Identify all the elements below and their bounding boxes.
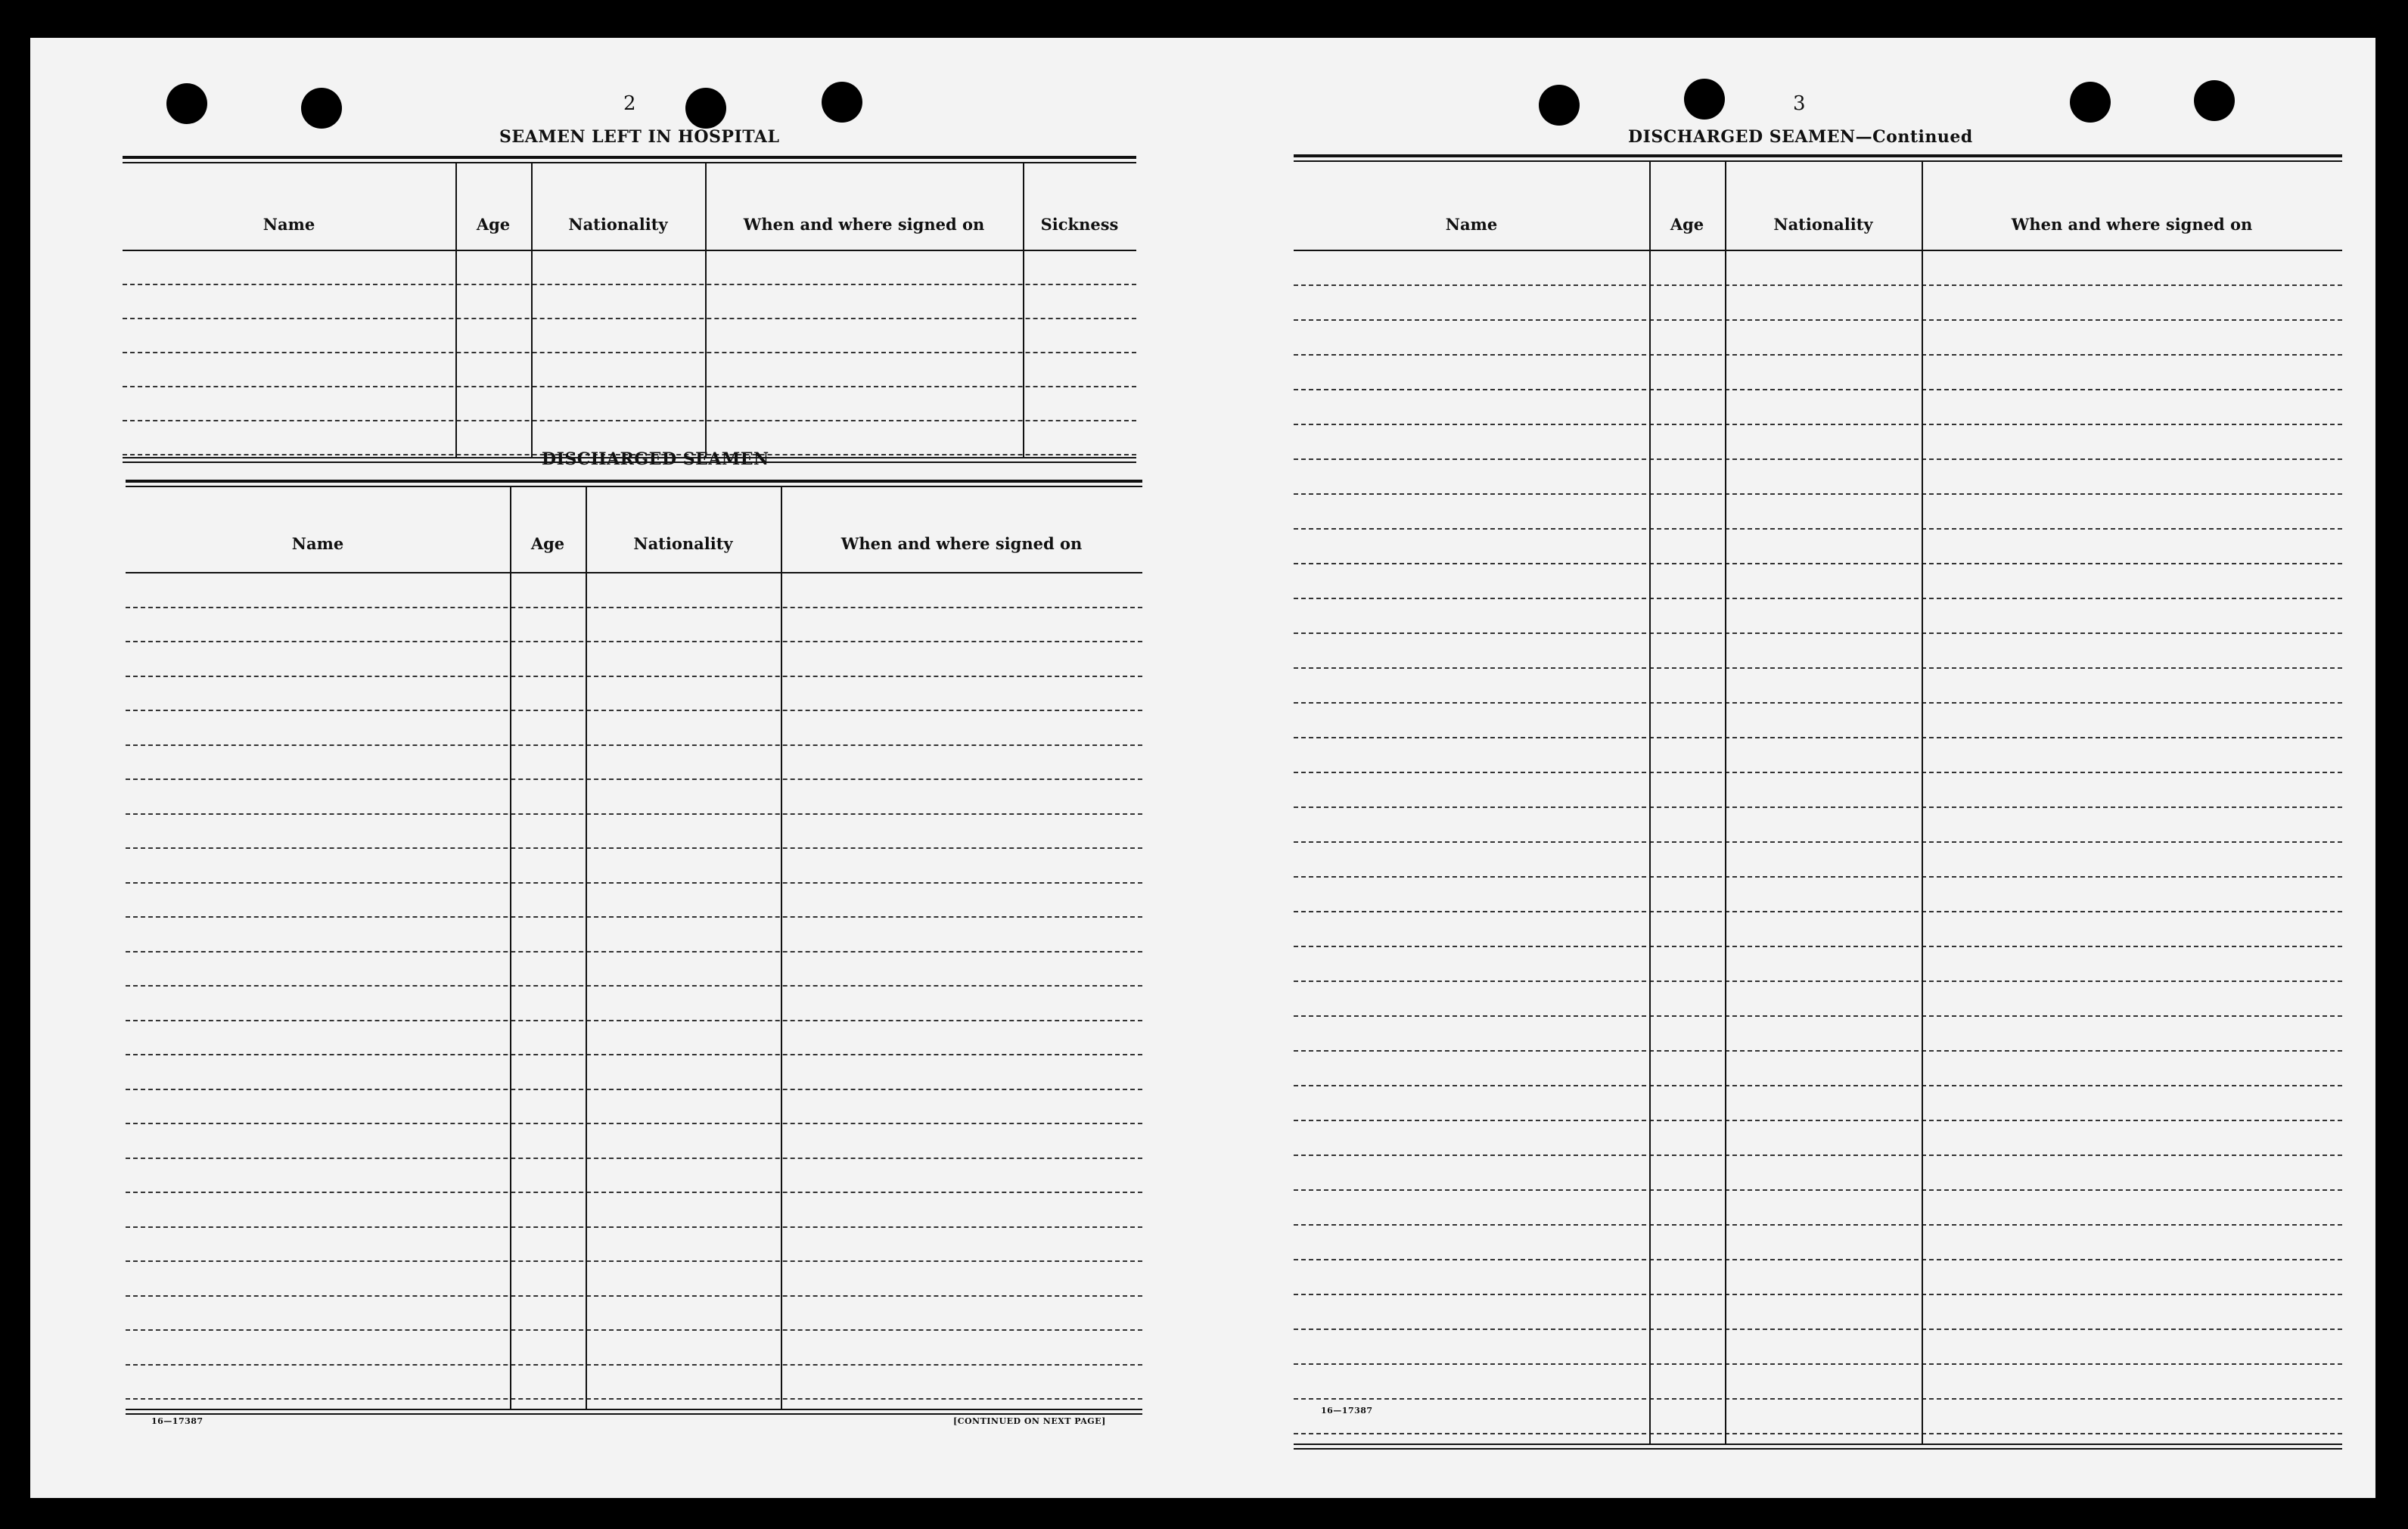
left-form-number: 16—17387	[151, 1416, 204, 1426]
blank-entry-line	[1294, 1294, 2342, 1295]
blank-entry-line	[1294, 1224, 2342, 1226]
table-top-rule	[123, 156, 1136, 159]
discharged-table-left	[126, 480, 1142, 1440]
column-header: When and where signed on	[2011, 215, 2253, 234]
blank-entry-line	[1294, 667, 2342, 669]
column-divider	[455, 163, 457, 457]
column-header: Age	[476, 215, 511, 234]
blank-entry-line	[126, 1158, 1142, 1159]
blank-entry-line	[1294, 841, 2342, 843]
table-bottom-rule	[1294, 1444, 2342, 1445]
blank-entry-line	[1294, 284, 2342, 286]
column-divider	[781, 487, 782, 1409]
blank-entry-line	[1294, 1085, 2342, 1086]
blank-entry-line	[126, 1123, 1142, 1124]
header-rule	[1294, 250, 2342, 251]
blank-entry-line	[126, 607, 1142, 608]
blank-entry-line	[126, 847, 1142, 849]
blank-entry-line	[1294, 1398, 2342, 1400]
table-top-rule	[1294, 160, 2342, 162]
blank-entry-line	[123, 284, 1136, 285]
blank-entry-line	[1294, 737, 2342, 738]
column-header: Name	[291, 534, 344, 553]
punch-hole	[2194, 80, 2235, 121]
blank-entry-line	[1294, 1155, 2342, 1156]
punch-hole	[166, 83, 207, 124]
column-divider	[1023, 163, 1024, 457]
left-page-number: 2	[623, 92, 636, 115]
blank-entry-line	[1294, 458, 2342, 460]
punch-hole	[685, 88, 726, 129]
blank-entry-line	[1294, 911, 2342, 912]
blank-entry-line	[1294, 946, 2342, 947]
hospital-table	[123, 156, 1136, 466]
column-header: Nationality	[1773, 215, 1873, 234]
column-header: Name	[263, 215, 315, 234]
right-section-title-main: DISCHARGED SEAMEN	[1628, 127, 1856, 147]
column-header: When and where signed on	[840, 534, 1083, 553]
blank-entry-line	[1294, 806, 2342, 808]
right-form-number: 16—17387	[1321, 1406, 1373, 1416]
column-divider	[586, 487, 587, 1409]
blank-entry-line	[126, 744, 1142, 746]
column-divider	[531, 163, 533, 457]
table-top-rule	[126, 480, 1142, 483]
blank-entry-line	[126, 1020, 1142, 1021]
blank-entry-line	[1294, 876, 2342, 878]
header-rule	[123, 250, 1136, 251]
blank-entry-line	[123, 386, 1136, 387]
right-page-number: 3	[1793, 92, 1806, 115]
blank-entry-line	[126, 641, 1142, 642]
column-divider	[1725, 162, 1726, 1444]
discharged-table-right	[1294, 154, 2342, 1440]
blank-entry-line	[126, 916, 1142, 918]
punch-hole	[822, 82, 862, 123]
blank-entry-line	[126, 676, 1142, 677]
punch-hole	[1539, 85, 1580, 126]
column-header: Sickness	[1040, 215, 1119, 234]
column-divider	[705, 163, 707, 457]
blank-entry-line	[126, 1398, 1142, 1400]
blank-entry-line	[1294, 598, 2342, 599]
blank-entry-line	[126, 985, 1142, 987]
blank-entry-line	[126, 1226, 1142, 1228]
blank-entry-line	[1294, 772, 2342, 773]
document-sheet	[30, 38, 2375, 1498]
blank-entry-line	[1294, 1050, 2342, 1052]
blank-entry-line	[126, 1364, 1142, 1366]
blank-entry-line	[126, 710, 1142, 711]
blank-entry-line	[126, 1329, 1142, 1331]
blank-entry-line	[1294, 528, 2342, 530]
column-divider	[510, 487, 511, 1409]
table-bottom-rule	[126, 1413, 1142, 1415]
blank-entry-line	[126, 1192, 1142, 1193]
continued-note: [CONTINUED ON NEXT PAGE]	[953, 1416, 1106, 1426]
column-header: Nationality	[633, 534, 733, 553]
table-top-rule	[1294, 154, 2342, 157]
blank-entry-line	[123, 352, 1136, 353]
blank-entry-line	[126, 1295, 1142, 1297]
punch-hole	[301, 88, 342, 129]
blank-entry-line	[1294, 424, 2342, 425]
blank-entry-line	[123, 420, 1136, 421]
blank-entry-line	[1294, 1015, 2342, 1017]
blank-entry-line	[1294, 389, 2342, 390]
column-header: Nationality	[568, 215, 668, 234]
discharged-section-title: DISCHARGED SEAMEN	[542, 449, 769, 469]
blank-entry-line	[1294, 980, 2342, 982]
blank-entry-line	[1294, 563, 2342, 564]
column-divider	[1649, 162, 1651, 1444]
blank-entry-line	[1294, 493, 2342, 495]
blank-entry-line	[126, 882, 1142, 884]
blank-entry-line	[1294, 1120, 2342, 1121]
blank-entry-line	[1294, 1189, 2342, 1191]
table-bottom-rule	[126, 1409, 1142, 1410]
blank-entry-line	[126, 1260, 1142, 1262]
hospital-section-title: SEAMEN LEFT IN HOSPITAL	[499, 127, 780, 147]
header-rule	[126, 572, 1142, 573]
column-header: Age	[530, 534, 565, 553]
blank-entry-line	[1294, 1259, 2342, 1260]
table-top-rule	[126, 486, 1142, 487]
right-section-title	[1628, 127, 1973, 147]
column-header: Name	[1445, 215, 1498, 234]
blank-entry-line	[1294, 1329, 2342, 1330]
column-header: Age	[1670, 215, 1704, 234]
column-header: When and where signed on	[743, 215, 985, 234]
right-section-title-suffix: —Continued	[1855, 127, 1973, 147]
blank-entry-line	[123, 318, 1136, 319]
blank-entry-line	[126, 813, 1142, 815]
blank-entry-line	[1294, 354, 2342, 356]
blank-entry-line	[1294, 319, 2342, 321]
blank-entry-line	[1294, 1363, 2342, 1365]
table-top-rule	[123, 162, 1136, 163]
column-divider	[1922, 162, 1923, 1444]
blank-entry-line	[1294, 1433, 2342, 1434]
blank-entry-line	[126, 1089, 1142, 1090]
punch-hole	[2070, 82, 2111, 123]
blank-entry-line	[126, 778, 1142, 780]
table-bottom-rule	[1294, 1448, 2342, 1450]
blank-entry-line	[126, 951, 1142, 953]
blank-entry-line	[1294, 702, 2342, 704]
blank-entry-line	[1294, 632, 2342, 634]
blank-entry-line	[126, 1054, 1142, 1055]
punch-hole	[1684, 79, 1725, 120]
